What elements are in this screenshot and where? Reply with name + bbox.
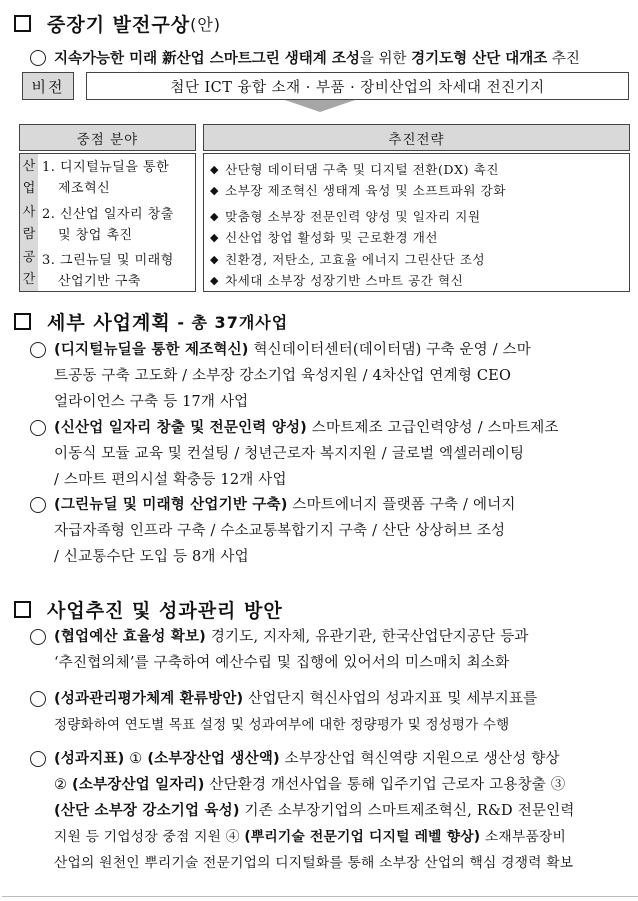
plan-item-line: 이동식 모듈 교육 및 컨설팅 / 청년근로자 복지지원 / 글로벌 엑셀러레이팅: [54, 446, 525, 462]
circle-bullet-icon: [30, 691, 46, 707]
focus-tag-char: 공: [22, 250, 36, 265]
intro-text-2: 추진: [547, 51, 580, 67]
section1-title-suffix: (안): [190, 15, 222, 34]
circle-bullet-icon: [30, 342, 46, 358]
strategy-item: [210, 228, 438, 246]
down-arrow-icon: [285, 100, 355, 112]
focus-line: 1. 디지털뉴딜을 통한: [42, 160, 170, 175]
plan-item: [30, 492, 630, 570]
vision-label: 비전: [22, 72, 74, 100]
management-item-line: ‘추진협의체’를 구축하여 예산수립 및 집행에 있어서의 미스매치 최소화: [54, 655, 510, 671]
strategy-text: 신산업 창업 활성화 및 근로환경 개선: [225, 230, 439, 245]
focus-tag: [20, 154, 38, 201]
plan-item-heading: (디지털뉴딜을 통한 제조혁신): [54, 342, 249, 358]
focus-row: [20, 247, 195, 291]
plan-item-line: / 스마트 편의시설 확충등 12개 사업: [54, 472, 287, 488]
section3-title: [14, 596, 283, 623]
focus-line: 및 창업 촉진: [58, 228, 133, 243]
kpi-text: 기존 소부장기업의 스마트제조혁신, R&D 전문인력: [239, 803, 575, 819]
kpi-heading: (성과지표): [54, 751, 125, 767]
diamond-bullet-icon: ◆: [210, 162, 220, 176]
kpi-text: 지원 등 기업성장 중점 지원 ④: [54, 829, 245, 845]
management-item-line: 정량화하여 연도별 목표 설정 및 성과여부에 대한 정량평가 및 정성평가 수행: [54, 717, 510, 733]
intro-bold-1: 지속가능한 미래 新산업 스마트그린 생태계 조성: [54, 51, 360, 67]
focus-line: 2. 신산업 일자리 창출: [42, 207, 174, 222]
focus-row: [20, 201, 195, 247]
management-item-heading: (성과관리평가체계 환류방안): [54, 691, 244, 707]
strategy-item: [210, 160, 499, 178]
focus-area-panel: [19, 153, 196, 292]
focus-text: [38, 201, 174, 247]
strategy-item: [210, 271, 463, 289]
management-item-line: 경기도, 지자체, 유관기관, 한국산업단지공단 등과: [206, 629, 529, 645]
focus-text: [38, 247, 174, 291]
focus-text: [38, 154, 169, 201]
section2-title-suffix: - 총 37개사업: [170, 313, 289, 332]
circle-bullet-icon: [30, 629, 46, 645]
kpi-text: 소재부품장비: [480, 829, 567, 845]
section2-title-text: 세부 사업계획: [47, 312, 171, 334]
kpi-text: 소부장산업 혁신역량 지원으로 생산성 향상: [279, 751, 560, 767]
diamond-bullet-icon: ◆: [210, 230, 220, 244]
strategy-text: 소부장 제조혁신 생태계 육성 및 소프트파워 강화: [225, 183, 507, 198]
section2-title: [14, 308, 288, 335]
kpi-label: (소부장산업 생산액): [147, 751, 280, 767]
strategy-header: 추진전략: [203, 124, 630, 151]
management-item-heading: (협업예산 효율성 확보): [54, 629, 207, 645]
focus-tag-char: 산: [22, 158, 36, 174]
management-item-line: 산업단지 혁신사업의 성과지표 및 세부지표를: [243, 691, 538, 707]
strategy-text: 산단형 데이터댐 구축 및 디지털 전환(DX) 촉진: [225, 162, 500, 177]
focus-line: 3. 그린뉴딜 및 미래형: [42, 253, 174, 268]
vision-statement: 첨단 ICT 융합 소재 · 부품 · 장비산업의 차세대 전진기지: [86, 72, 629, 100]
diamond-bullet-icon: ◆: [210, 183, 220, 197]
section1-intro: [30, 47, 630, 68]
plan-item-line: 트공동 구축 고도화 / 소부장 강소기업 육성지원 / 4차산업 연계형 CEO: [54, 368, 512, 384]
strategy-panel: [203, 153, 630, 292]
square-bullet-icon: [14, 313, 31, 330]
plan-item: [30, 415, 630, 493]
kpi-label: (뿌리기술 전문기업 디지털 레벨 향상): [244, 829, 481, 845]
strategy-item: [210, 181, 506, 199]
focus-tag-char: 사: [22, 205, 36, 220]
strategy-text: 친환경, 저탄소, 고효율 에너지 그린산단 조성: [225, 252, 486, 267]
section1-title-text: 중장기 발전구상: [47, 14, 191, 36]
page-bottom-border: [2, 896, 638, 897]
focus-line: 제조혁신: [58, 181, 111, 196]
focus-area-header: 중점 분야: [19, 124, 196, 151]
strategy-text: 차세대 소부장 성장기반 스마트 공간 혁신: [225, 273, 464, 288]
section1-title: [14, 10, 221, 37]
plan-item-line: / 신교통수단 도입 등 8개 사업: [54, 549, 249, 565]
intro-bold-2: 경기도형 산단 대개조: [411, 51, 548, 67]
square-bullet-icon: [14, 601, 31, 618]
kpi-label: (산단 소부장 강소기업 육성): [54, 803, 240, 819]
plan-item-line: 얼라이언스 구축 등 17개 사업: [54, 394, 249, 410]
circle-bullet-icon: [30, 751, 46, 767]
kpi-label: (소부장산업 일자리): [72, 777, 205, 793]
plan-item-line: 스마트제조 고급인력양성 / 스마트제조: [307, 420, 559, 436]
plan-item-line: 스마트에너지 플랫폼 구축 / 에너지: [287, 497, 516, 513]
kpi-text: 산단환경 개선사업을 통해 입주기업 근로자 고용창출 ③: [204, 777, 566, 793]
strategy-item: [210, 250, 485, 268]
focus-tag: [20, 247, 38, 291]
focus-line: 산업기반 구축: [58, 274, 141, 289]
plan-item-heading: (그린뉴딜 및 미래형 산업기반 구축): [54, 497, 288, 513]
section3-title-text: 사업추진 및 성과관리 방안: [47, 600, 283, 622]
management-item: [30, 686, 630, 738]
strategy-text: 맞춤형 소부장 전문인력 양성 및 일자리 지원: [225, 209, 481, 224]
kpi-item: [30, 746, 630, 876]
kpi-text: 산업의 원천인 뿌리기술 전문기업의 디지털화를 통해 소부장 산업의 핵심 경쟁력 확보: [54, 855, 574, 871]
focus-tag-char: 업: [22, 180, 36, 196]
focus-tag-char: 간: [22, 272, 36, 287]
strategy-item: [210, 207, 481, 225]
plan-item-line: 자급자족형 인프라 구축 / 수소교통복합기지 구축 / 산단 상상허브 조성: [54, 523, 506, 539]
circle-bullet-icon: [30, 420, 46, 436]
focus-tag: [20, 201, 38, 247]
diamond-bullet-icon: ◆: [210, 273, 220, 287]
circle-bullet-icon: [30, 497, 46, 513]
kpi-marker: ②: [54, 777, 73, 793]
kpi-marker: ①: [124, 751, 148, 767]
diamond-bullet-icon: ◆: [210, 252, 220, 266]
diamond-bullet-icon: ◆: [210, 209, 220, 223]
focus-tag-char: 람: [22, 227, 36, 242]
square-bullet-icon: [14, 15, 31, 32]
plan-item-line: 혁신데이터센터(데이터댐) 구축 운영 / 스마: [248, 342, 532, 358]
management-item: [30, 624, 630, 676]
plan-item: [30, 337, 630, 415]
focus-row: [20, 154, 195, 201]
circle-bullet-icon: [30, 50, 46, 66]
plan-item-heading: (신산업 일자리 창출 및 전문인력 양성): [54, 420, 307, 436]
intro-text-1: 을 위한: [359, 51, 412, 67]
